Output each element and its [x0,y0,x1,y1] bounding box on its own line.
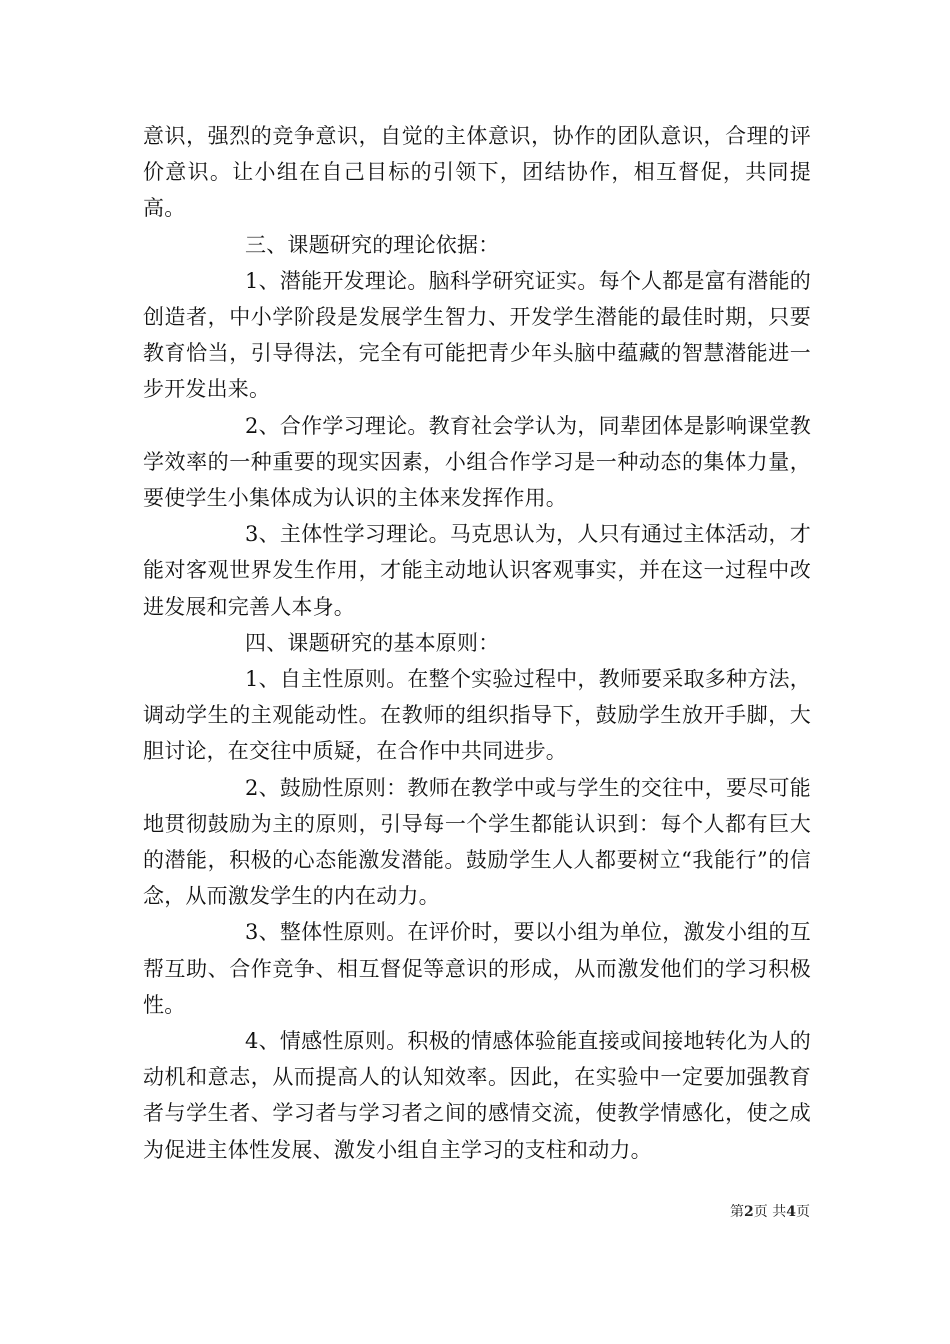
paragraph-subjectivity-theory: 3、主体性学习理论。马克思认为，人只有通过主体活动，才能对客观世界发生作用，才能主动地认识客观事实，并在这一过程中改进发展和完善人本身。 [143,522,811,619]
body-text [143,118,811,1168]
footer-suffix: 页 [796,1204,810,1220]
current-page-number: 2 [744,1204,754,1220]
total-page-number: 4 [786,1204,796,1220]
page-footer [0,1203,810,1221]
paragraph-cooperative-theory: 2、合作学习理论。教育社会学认为，同辈团体是影响课堂教学效率的一种重要的现实因素，小组合作学习是一种动态的集体力量，要使学生小集体成为认识的主体来发挥作用。 [143,413,811,511]
footer-middle: 页 共 [753,1204,787,1220]
section-heading-theory: 三、课题研究的理论依据： [245,232,500,257]
section-heading-principles: 四、课题研究的基本原则： [245,630,500,655]
paragraph-emotion-principle: 4、情感性原则。积极的情感体验能直接或间接地转化为人的动机和意志，从而提高人的认知效率。因此，在实验中一定要加强教育者与学生者、学习者与学习者之间的感情交流，使教学情感化，使之成为促进主体性发展、激发小组自主学习的支柱和动力。 [143,1029,811,1162]
paragraph-autonomy-principle: 1、自主性原则。在整个实验过程中，教师要采取多种方法，调动学生的主观能动性。在教师的组织指导下，鼓励学生放开手脚，大胆讨论，在交往中质疑，在合作中共同进步。 [143,667,811,764]
paragraph-continuation: 意识，强烈的竞争意识，自觉的主体意识，协作的团队意识，合理的评价意识。让小组在自己目标的引领下，团结协作，相互督促，共同提高。 [143,124,811,221]
paragraph-encouragement-principle: 2、鼓励性原则：教师在教学中或与学生的交往中，要尽可能地贯彻鼓励为主的原则，引导每一个学生都能认识到：每个人都有巨大的潜能，积极的心态能激发潜能。鼓励学生人人都要树立“我能行”的信念，从而激发学生的内在动力。 [143,775,811,909]
paragraph-integrity-principle: 3、整体性原则。在评价时，要以小组为单位，激发小组的互帮互助、合作竞争、相互督促等意识的形成，从而激发他们的学习积极性。 [143,920,811,1017]
paragraph-potential-theory: 1、潜能开发理论。脑科学研究证实。每个人都是富有潜能的创造者，中小学阶段是发展学生智力、开发学生潜能的最佳时期，只要教育恰当，引导得法，完全有可能把青少年头脑中蕴藏的智慧潜能进一步开发出来。 [143,268,811,402]
footer-prefix: 第 [730,1204,745,1220]
